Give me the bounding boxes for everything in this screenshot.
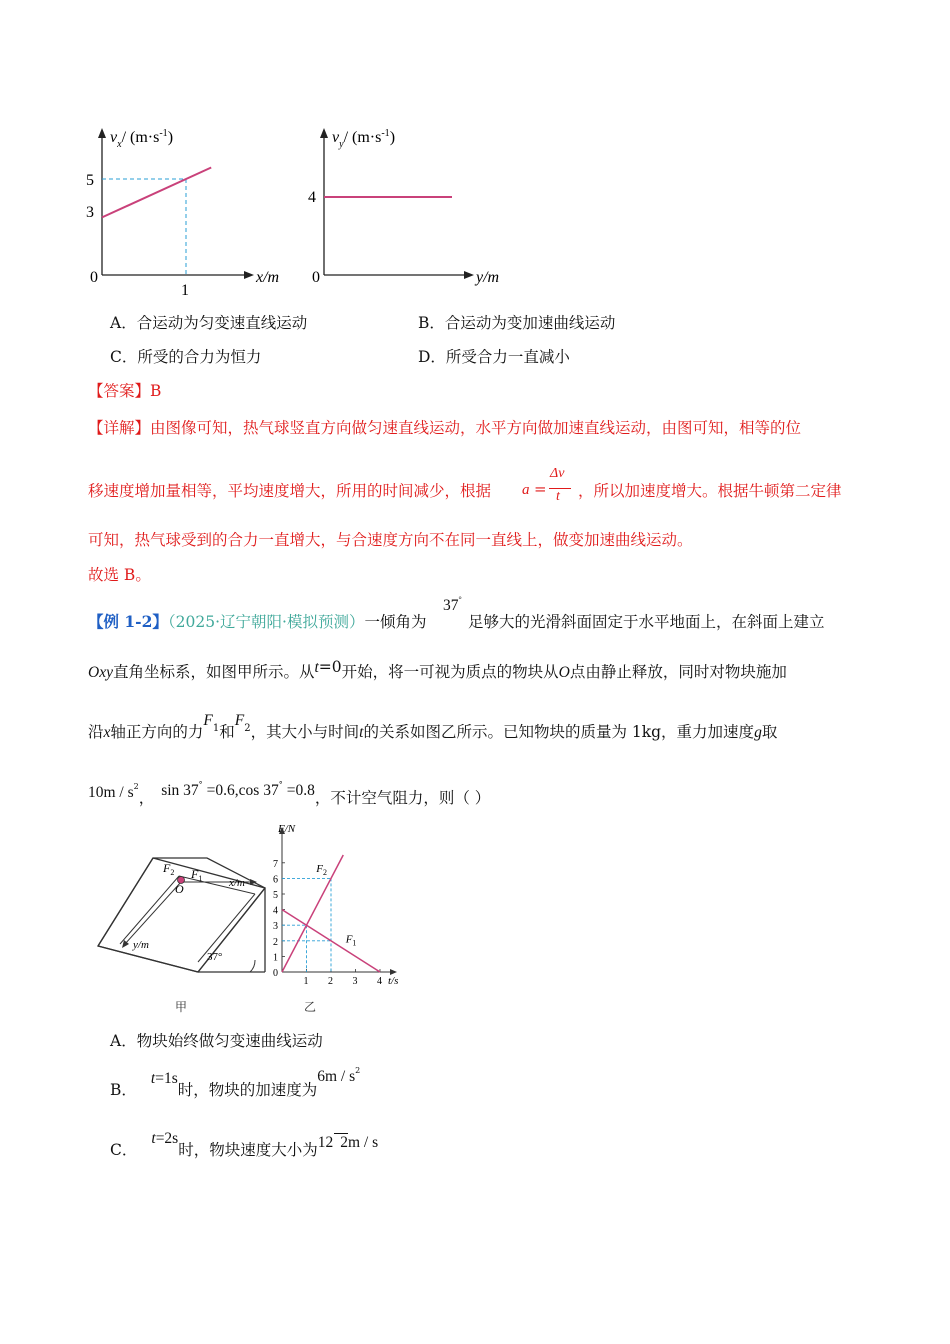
origin-label: 0 [312, 269, 320, 286]
x-axis-arrowhead [250, 879, 257, 885]
acceleration-formula [522, 466, 578, 510]
q2-option-a[interactable]: A．物块始终做匀变速曲线运动 [110, 1032, 323, 1050]
q1-option-b[interactable]: B．合运动为变加速曲线运动 [418, 314, 616, 332]
figure-yi-label: 乙 [304, 1000, 317, 1014]
explain-text-1: 由图像可知，热气球竖直方向做匀速直线运动，水平方向做加速直线运动，由图可知，相等的位 [150, 419, 802, 437]
y-tick-label: 7 [273, 858, 278, 870]
formula-eq: = [534, 480, 547, 498]
y-tick-label: 0 [273, 968, 278, 979]
label-f2: $F_2$ [163, 861, 175, 877]
tick-x-1: 1 [181, 282, 189, 299]
angle-37: 37° [443, 595, 462, 614]
figure-jia-incline [95, 848, 275, 1018]
fraction-bar [549, 488, 571, 489]
explain-text-2a: 移速度增加量相等，平均速度增大，所用的时间减少，根据 [88, 482, 492, 500]
example-line-4: $10m / s^2$， sin 37° =0.6,cos 37° =0.8，不计空气阻力，则（ ） [88, 780, 491, 807]
answer-tag: 【答案】 [88, 382, 151, 400]
q1-option-a[interactable]: A．合运动为匀变速直线运动 [110, 314, 308, 332]
x-axis-arrow [244, 271, 254, 279]
explain-text-2b: ，所以加速度增大。根据牛顿第二定律 [578, 482, 842, 500]
label-xm: x/m [229, 877, 245, 889]
explain-tag: 【详解】 [88, 419, 151, 437]
y-tick-label: 6 [273, 874, 278, 886]
y-tick-label: 3 [273, 921, 278, 933]
explain-line-1 [88, 418, 801, 438]
q1-option-c[interactable]: C．所受的合力为恒力 [110, 348, 262, 366]
x-axis-label: y/m [476, 269, 500, 286]
q2-option-c[interactable]: C．t=2s时，物块速度大小为12 2m / s [110, 1130, 379, 1159]
f1-label: $F_1$ [345, 933, 357, 948]
y-axis-label: F/N [278, 823, 296, 835]
tick-y-3: 3 [86, 204, 94, 221]
answer-value: B [150, 382, 162, 400]
q1-option-d[interactable]: D．所受合力一直减小 [418, 348, 570, 366]
y-tick-label: 4 [273, 905, 278, 917]
origin-label: 0 [90, 269, 98, 286]
explain-line-4: 故选 B。 [88, 566, 151, 584]
example-source: （2025·辽宁朝阳·模拟预测） [167, 613, 365, 631]
f2-series-line [282, 855, 343, 972]
x-tick-label: 3 [352, 976, 358, 987]
incline-edge-left [98, 858, 153, 946]
f2-label: $F_2$ [316, 863, 328, 878]
example-text-1b: 足够大的光滑斜面固定于水平地面上，在斜面上建立 [468, 613, 825, 631]
example-line-3: 沿x轴正方向的力$F^1$和$F^2$，其大小与时间t的关系如图乙所示。已知物块的质量为 1kg，重力加速度g取 [88, 712, 778, 741]
example-line-1 [88, 612, 426, 632]
incline-top-face [98, 858, 265, 972]
q2-option-b[interactable]: B．t=1s时，物块的加速度为$6m / s^2$ [110, 1066, 361, 1099]
y-tick-label: 1 [273, 952, 278, 964]
graph-vx-x [80, 120, 295, 300]
formula-numerator: Δv [550, 466, 565, 481]
y-axis-arrow [320, 128, 328, 138]
y-axis-label: $v_x/$ $(m\cdot s^{-1})$ [110, 128, 174, 150]
x-tick-label: 4 [377, 976, 382, 987]
answer-line [88, 381, 161, 401]
vx-series-line [102, 167, 211, 217]
formula-a: a [522, 482, 530, 498]
figure-jia-label: 甲 [175, 1000, 188, 1014]
x-tick-label: 2 [328, 976, 333, 987]
y-axis-arrow-line [125, 882, 181, 944]
example-line-2: Oxy直角坐标系，如图甲所示。从t=0开始，将一可视为质点的物块从O点由静止释放，同时对物块施加 [88, 658, 787, 681]
y-tick-label: 2 [273, 936, 278, 948]
x-tick-label: 1 [303, 976, 309, 987]
graph-vy-y [300, 120, 520, 300]
formula-denominator: t [556, 489, 560, 504]
x-axis-label: x/m [256, 269, 280, 286]
explain-line-3: 可知，热气球受到的合力一直增大，与合速度方向不在同一直线上，做变加速曲线运动。 [88, 531, 693, 549]
label-o: O [175, 882, 184, 896]
y-tick-label: 5 [273, 890, 278, 901]
y-axis-label: $v_y/$ $(m\cdot s^{-1})$ [332, 128, 396, 150]
figure-yi-ft-chart [262, 822, 412, 992]
inner-line-1 [120, 876, 179, 944]
tick-y-5: 5 [86, 172, 94, 189]
y-axis-arrow [98, 128, 106, 138]
example-text-1a: 一倾角为 [364, 613, 427, 631]
x-axis-arrow [464, 271, 474, 279]
tick-y-4: 4 [308, 189, 316, 206]
explain-line-2 [88, 481, 491, 501]
x-axis-label: t/s [388, 975, 399, 987]
label-f1: $F_1$ [191, 867, 203, 883]
angle-arc [250, 960, 255, 972]
label-ym: y/m [133, 939, 149, 951]
label-angle: 37° [207, 951, 223, 963]
sqrt-2: 2 [334, 1133, 348, 1151]
example-tag: 【例 1-2】 [88, 612, 168, 631]
